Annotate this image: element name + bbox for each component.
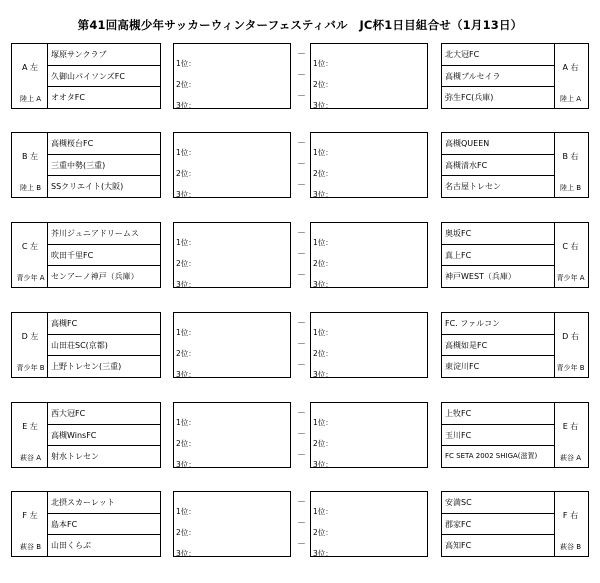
- group-block: [0, 222, 600, 288]
- place-label: 3位：: [176, 101, 196, 110]
- group-block: [0, 402, 600, 468]
- left-teams-box: [47, 312, 161, 378]
- team-row: [442, 513, 554, 535]
- place-label: 1位：: [313, 418, 333, 427]
- result-box: [310, 132, 428, 198]
- right-group-label-box: [553, 402, 589, 468]
- place-label: 3位：: [313, 190, 333, 199]
- team-name: 名古屋トレセン: [445, 182, 501, 191]
- place-label: 1位：: [313, 507, 333, 516]
- versus-dash: －: [297, 540, 307, 550]
- right-venue-label: 萩谷 B: [559, 543, 582, 551]
- team-name: 弥生FC(兵庫): [445, 93, 494, 102]
- versus-dash: －: [297, 451, 307, 461]
- place-label: 3位：: [176, 280, 196, 289]
- result-box: [310, 43, 428, 109]
- group-block: [0, 312, 600, 378]
- place-label: 3位：: [313, 460, 333, 469]
- place-label: 3位：: [313, 549, 333, 558]
- right-group-label-box: [553, 132, 589, 198]
- team-name: 山田荘SC(京都): [51, 341, 108, 350]
- left-venue-label: 陸上 A: [19, 95, 41, 103]
- group-block: [0, 491, 600, 557]
- left-teams-box: [47, 132, 161, 198]
- left-group-label-box: [11, 491, 48, 557]
- team-row: [442, 265, 554, 287]
- left-teams-box: [47, 222, 161, 288]
- team-name: 北摂スカーレット: [51, 498, 115, 507]
- team-row: [48, 313, 160, 334]
- versus-dash: －: [297, 50, 307, 60]
- team-row: [48, 334, 160, 356]
- versus-dash: －: [297, 250, 307, 260]
- place-label: 1位：: [313, 238, 333, 247]
- left-group-label: A 左: [21, 63, 38, 72]
- team-name: 山田くらぶ: [51, 541, 91, 550]
- group-block: [0, 132, 600, 198]
- right-teams-box: [441, 491, 555, 557]
- team-row: [48, 492, 160, 513]
- left-group-label-box: [11, 43, 48, 109]
- team-name: オオタFC: [51, 93, 85, 102]
- team-name: 高槻如是FC: [445, 341, 488, 350]
- team-row: [48, 44, 160, 65]
- right-group-label: F 右: [562, 511, 579, 520]
- left-group-label: E 左: [22, 422, 38, 431]
- team-name: 神戸WEST（兵庫）: [445, 272, 516, 281]
- team-row: [48, 133, 160, 154]
- result-box: [173, 222, 291, 288]
- versus-dash: －: [297, 361, 307, 371]
- team-row: [442, 424, 554, 446]
- result-box: [173, 43, 291, 109]
- place-label: 1位：: [176, 507, 196, 516]
- team-name: 玉川FC: [445, 431, 472, 440]
- left-venue-label: 萩谷 A: [19, 454, 41, 462]
- team-name: 吹田千里FC: [51, 251, 94, 260]
- team-name: 郡家FC: [445, 520, 472, 529]
- versus-dash: －: [297, 229, 307, 239]
- left-group-label-box: [11, 402, 48, 468]
- versus-dash: －: [297, 139, 307, 149]
- result-box: [173, 312, 291, 378]
- left-venue-label: 陸上 B: [19, 184, 42, 192]
- place-label: 2位：: [176, 259, 196, 268]
- team-name: 東淀川FC: [445, 362, 480, 371]
- left-venue-label: 萩谷 B: [19, 543, 42, 551]
- left-group-label: F 左: [22, 511, 38, 520]
- team-row: [442, 403, 554, 424]
- team-name: 高槻清水FC: [445, 161, 488, 170]
- team-row: [48, 445, 160, 467]
- team-name: 芥川ジュニアドリームス: [51, 229, 139, 238]
- team-name: 北大冠FC: [445, 50, 480, 59]
- team-row: [48, 265, 160, 287]
- team-name: 高槻WinsFC: [51, 431, 97, 440]
- team-row: [48, 403, 160, 424]
- place-label: 2位：: [313, 80, 333, 89]
- team-row: [48, 223, 160, 244]
- team-row: [48, 244, 160, 266]
- team-row: [442, 133, 554, 154]
- team-row: [442, 534, 554, 556]
- versus-dash: －: [297, 319, 307, 329]
- team-row: [442, 313, 554, 334]
- team-name: 上牧FC: [445, 409, 472, 418]
- right-venue-label: 青少年 A: [556, 274, 585, 282]
- team-name: 真上FC: [445, 251, 472, 260]
- place-label: 2位：: [313, 528, 333, 537]
- result-box: [310, 402, 428, 468]
- team-name: 上野トレセン(三重): [51, 362, 122, 371]
- team-row: [442, 44, 554, 65]
- team-row: [48, 534, 160, 556]
- place-label: 2位：: [313, 169, 333, 178]
- team-row: [442, 154, 554, 176]
- place-label: 1位：: [176, 238, 196, 247]
- result-box: [173, 402, 291, 468]
- team-row: [442, 334, 554, 356]
- left-teams-box: [47, 402, 161, 468]
- right-group-label-box: [553, 222, 589, 288]
- left-group-label-box: [11, 222, 48, 288]
- place-label: 2位：: [176, 439, 196, 448]
- place-label: 3位：: [176, 549, 196, 558]
- team-row: [442, 175, 554, 197]
- right-teams-box: [441, 43, 555, 109]
- right-venue-label: 陸上 B: [559, 184, 582, 192]
- team-name: 高槻QUEEN: [445, 139, 490, 148]
- place-label: 2位：: [176, 528, 196, 537]
- group-block: [0, 43, 600, 109]
- versus-dash: －: [297, 71, 307, 81]
- versus-dash: －: [297, 409, 307, 419]
- versus-dash: －: [297, 498, 307, 508]
- team-name: 西大冠FC: [51, 409, 86, 418]
- versus-dash: －: [297, 181, 307, 191]
- team-name: 射水トレセン: [51, 452, 99, 461]
- place-label: 3位：: [176, 460, 196, 469]
- versus-dash: －: [297, 430, 307, 440]
- place-label: 1位：: [313, 59, 333, 68]
- versus-dash: －: [297, 519, 307, 529]
- right-venue-label: 萩谷 A: [559, 454, 581, 462]
- left-group-label: C 左: [21, 242, 39, 251]
- right-group-label-box: [553, 491, 589, 557]
- right-group-label: B 右: [562, 152, 579, 161]
- versus-dash: －: [297, 160, 307, 170]
- team-row: [442, 355, 554, 377]
- place-label: 1位：: [176, 328, 196, 337]
- team-name: 高槻FC: [51, 319, 78, 328]
- place-label: 3位：: [176, 370, 196, 379]
- team-name: FC SETA 2002 SHIGA(滋賀): [445, 452, 538, 460]
- place-label: 1位：: [176, 418, 196, 427]
- place-label: 2位：: [313, 259, 333, 268]
- right-group-label: C 右: [562, 242, 579, 251]
- left-teams-box: [47, 491, 161, 557]
- team-row: [48, 65, 160, 87]
- place-label: 2位：: [313, 349, 333, 358]
- team-row: [442, 223, 554, 244]
- team-row: [48, 513, 160, 535]
- result-box: [310, 222, 428, 288]
- right-group-label: D 右: [562, 332, 579, 341]
- right-teams-box: [441, 312, 555, 378]
- right-group-label: E 右: [562, 422, 579, 431]
- team-row: [442, 445, 554, 467]
- left-teams-box: [47, 43, 161, 109]
- team-name: FC. ファルコン: [445, 319, 501, 328]
- team-row: [48, 154, 160, 176]
- page-title: 第41回高槻少年サッカーウィンターフェスティバル JC杯1日目組合せ（1月13日）: [77, 18, 523, 32]
- team-row: [442, 65, 554, 87]
- team-name: 奥坂FC: [445, 229, 472, 238]
- result-box: [310, 491, 428, 557]
- place-label: 1位：: [176, 59, 196, 68]
- right-group-label-box: [553, 43, 589, 109]
- place-label: 1位：: [313, 328, 333, 337]
- place-label: 1位：: [176, 148, 196, 157]
- team-row: [48, 175, 160, 197]
- team-name: 三重中勢(三重): [51, 161, 106, 170]
- team-name: 高槻桜台FC: [51, 139, 94, 148]
- versus-dash: －: [297, 271, 307, 281]
- place-label: 3位：: [313, 370, 333, 379]
- versus-dash: －: [297, 340, 307, 350]
- place-label: 1位：: [313, 148, 333, 157]
- result-box: [310, 312, 428, 378]
- team-row: [442, 86, 554, 108]
- versus-dash: －: [297, 92, 307, 102]
- team-name: 高槻ブルセイラ: [445, 72, 501, 81]
- team-row: [48, 424, 160, 446]
- left-group-label: D 左: [21, 332, 39, 341]
- result-box: [173, 491, 291, 557]
- place-label: 2位：: [176, 80, 196, 89]
- right-venue-label: 青少年 B: [556, 364, 585, 372]
- team-name: SSクリエイト(大阪): [51, 182, 124, 191]
- team-name: 塚原サンクラブ: [51, 50, 107, 59]
- left-venue-label: 青少年 B: [16, 364, 45, 372]
- place-label: 2位：: [176, 349, 196, 358]
- team-name: 島本FC: [51, 520, 78, 529]
- right-group-label-box: [553, 312, 589, 378]
- result-box: [173, 132, 291, 198]
- right-group-label: A 右: [562, 63, 579, 72]
- place-label: 3位：: [313, 280, 333, 289]
- left-group-label-box: [11, 312, 48, 378]
- right-teams-box: [441, 402, 555, 468]
- team-row: [442, 492, 554, 513]
- team-row: [48, 86, 160, 108]
- team-row: [442, 244, 554, 266]
- place-label: 2位：: [176, 169, 196, 178]
- team-name: 高知FC: [445, 541, 472, 550]
- left-group-label-box: [11, 132, 48, 198]
- team-row: [48, 355, 160, 377]
- right-teams-box: [441, 222, 555, 288]
- place-label: 3位：: [313, 101, 333, 110]
- left-venue-label: 青少年 A: [16, 274, 45, 282]
- right-venue-label: 陸上 A: [559, 95, 581, 103]
- place-label: 2位：: [313, 439, 333, 448]
- team-name: 久御山パイソンズFC: [51, 72, 125, 81]
- right-teams-box: [441, 132, 555, 198]
- place-label: 3位：: [176, 190, 196, 199]
- left-group-label: B 左: [21, 152, 39, 161]
- team-name: 安満SC: [445, 498, 472, 507]
- team-name: センアーノ神戸（兵庫）: [51, 272, 139, 281]
